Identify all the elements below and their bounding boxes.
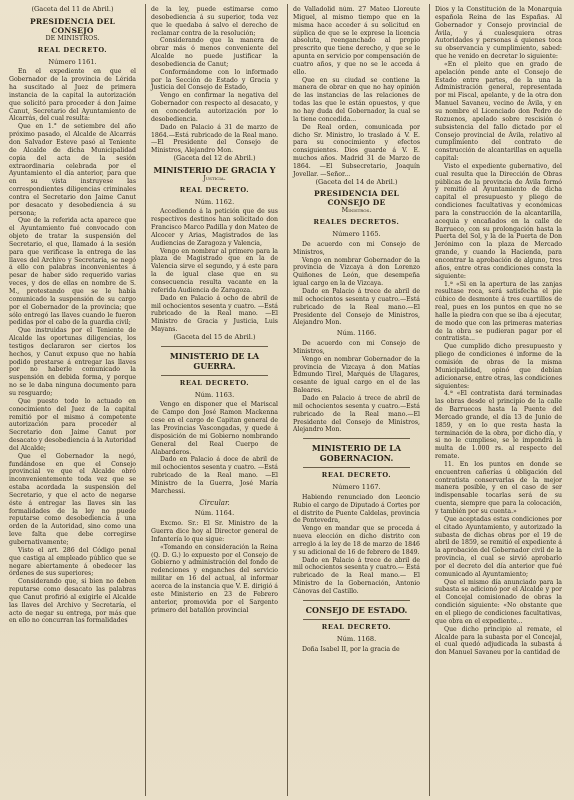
column-4 — [432, 6, 565, 796]
rule-line — [303, 619, 410, 620]
ministry-heading: MINISTERIO DE GRACIA Y — [153, 164, 276, 175]
gazette-date: (Gaceta del 12 de Abril.) — [173, 154, 256, 163]
column-2 — [148, 6, 281, 796]
paragraph: Vengo en nombrar al primero para la plaza de Magistrado que en la de Valencia sirve el segundo, y á este para la de igual clase que en su consecuencia resulta vacante en la referida Audiencia de Zaragoza. — [151, 247, 278, 294]
paragraph: Vengo en nombrar Gobernador de la provincia de Vizcaya á don Lorenzo Quiñones de León, que desempeña igual cargo en la de Vizcaya. — [293, 256, 420, 288]
paragraph: «En el pleito que en grado de apelación pende ante el Consejo de Estado entre partes, de la una la Administración general, representada por mi Fiscal, apelante, y de la otra don Manuel Savaneu, vecino de Ávila, y en su nombre el Licenciado don Pedro de Rozuenos, apelado sobre rescisión ó subsistencia del fallo dictado por el Consejo provincial de Ávila, relativo al cumplimiento del contrato de construcción de alcantarillas en aquella capital: — [435, 60, 562, 163]
paragraph: Vengo en nombrar Gobernador de la provincia de Vizcaya á don Matías Edmundo Tirel, Marqués de Ulagares, cesante de igual cargo en el de las Baleares. — [293, 355, 420, 395]
decree-number: Número 1165. — [332, 230, 381, 239]
paragraph: Vengo en confirmar la negativa del Gobernador con respecto al desacato, y en concederla autorización por lo desobediencia. — [151, 92, 278, 123]
decree-number: Núm. 1166. — [336, 329, 377, 338]
paragraph: Dado en Palacio á trece de abril de mil ochocientos sesenta y cuatro.— Está rubricado de la Real mano.— El Ministro de la Gobernación, Antonio Cánovas del Castillo. — [293, 556, 420, 595]
paragraph: Habiendo renunciado don Leoncio Rubio el cargo de Diputado á Cortes por el distrito de Puente Caldelas, provincia de Pontevedra, — [293, 493, 420, 525]
decree-heading: REAL DECRETO. — [37, 45, 108, 54]
paragraph: Que cumplido dicho presupuesto y pliego de condiciones é informe de la comisión de obras de la misma Municipalidad, opinó que debían adicionarse, entre otras, las condiciones siguientes: — [435, 343, 562, 390]
ministry-heading: MINISTERIO DE LA GOBERNACION. — [311, 443, 402, 464]
paragraph: «Tomando en consideración la Reina (Q. D. G.) lo expuesto por el Consejo de Gobierno y administración del fondo de redenciones y enganches del servicio militar en 16 del actual, al informar acerca de la instancia que V. E. dirigió á este Ministerio en 23 de Febrero anterior, promovida por el Sargento primero del batallón provincial — [151, 543, 278, 614]
rule-line — [303, 467, 410, 468]
column-1 — [6, 6, 139, 796]
paragraph: Excmo. Sr.: El Sr. Ministro de la Guerra dice hoy al Director general de Infantería lo que sigue: — [151, 520, 278, 543]
rule-line — [161, 375, 268, 376]
paragraph: Que aceptadas estas condiciones por el citado Ayuntamiento, y autorizado la subasta de dichas obras por el 19 de abril de 1859, se remitió el expediente á la aprobación del Gobernador civil de la provincia, el cual se sirvió aprobarlo por el decreto del día anterior que fué comunicado al Ayuntamiento; — [435, 515, 563, 578]
paragraph: En el expediente en que el Gobernador de la provincia de Lérida ha suscitado al Juez de primera instancia de la capital la autorización que solicitó para proceder á don Jaime Canut, Secretario del Ayuntamiento de Alcarrás, del cual resulta: — [9, 68, 136, 123]
paragraph: Que de la referida acta aparece que el Ayuntamiento fué convocado con objeto de tratar la suspensión del Secretario, el que, llamado á la sesión para que verificase la entrega de las llaves del Archivo y Secretaría, se negó á ello con palabras inconvenientes á pesar de haber sido requerido varias veces, y dos de ellas en nombre de S. M., protestando que se le había comunicado la suspensión de su cargo por el Gobernador de la provincia; que sólo entregó las llaves cuando le fueron pedidas por el cabo de la guardia civil; — [9, 217, 136, 327]
paragraph: Visto el expediente gubernativo, del cual resulta que la Dirección de Obras públicas de la provincia de Ávila formó y remitió al Ayuntamiento de dicha capital el presupuesto y pliego de condiciones facultativas y económicas para la construcción de la alcantarilla, acequia y encañados en la calle de Barrueco, con su prolongación hasta la Puerta del Sol, y la de la Puerta de Don Jerónimo con la plaza de Mercado grande, y cuando la Hacienda, para encontrar la aprobación de alguno, tres años, entre otras condiciones consta la siguiente: — [435, 162, 562, 280]
paragraph: Doña Isabel II, por la gracia de — [302, 645, 400, 653]
section-subheading: DE MINISTROS. — [45, 33, 100, 42]
decree-heading: REAL DECRETO. — [321, 471, 392, 480]
paragraph: de la ley, puede estimarse como desobediencia á su superior, toda vez que le quedaba á salvo el derecho de reclamar contra de la resolución; — [151, 6, 278, 37]
paragraph: Que en su ciudad se contiene la manera de obrar en que no hay opinión de las instancias de las relaciones de todas las que le están opuestos, y que no hay duda del Gobernador, la cual se la tiene concedida... — [293, 76, 420, 123]
paragraph: Vengo en disponer que el Mariscal de Campo don José Ramon Mackenna cese en el cargo de Capitan general de las Provincias Vascongadas, y quede á disposición de mi Gobierno nombrando General del Real Cuerpo de Alabarderos. — [151, 401, 278, 456]
decree-number: Núm. 1168. — [336, 634, 377, 643]
gazette-date: (Gaceta del 15 de Abril.) — [173, 332, 256, 341]
paragraph: 11. En los puntos en donde se encuentren cañerías ú obligación del contratista conservarlas de la mejor manera posible, y en el caso de ser indispensable tocarlas será de su cuenta, siempre que para la colocación, y también por su cuenta.» — [435, 460, 562, 515]
paragraph: Que en 1.° de setiembre del año próximo pasado, el Alcalde de Alcarrás don Salvador Esteve pasó al Teniente de Alcalde de dicha Municipalidad copia del acta de la sesión extraordinaria celebrada por el Ayuntamiento el día anterior, para que en su vista instruyese las correspondientes diligencias criminales contra el Secretario don Jaime Canut por desacato y desobediencia á su persona; — [9, 123, 136, 217]
paragraph: Dado en Palacio á ocho de abril de mil ochocientos sesenta y cuatro. —Está rubricado de la Real mano. —El Ministro de Gracia y Justicia, Luis Mayans. — [151, 294, 278, 334]
paragraph: Que puesto todo lo actuado en conocimiento del Juez de la capital remitió por el mismo á competente autorización para proceder al Secretario don Jaime Canut por desacato y desobediencia á la Autoridad del Alcalde; — [9, 397, 136, 452]
decree-heading: REAL DECRETO. — [179, 378, 250, 387]
circular-heading: Circular. — [199, 498, 230, 507]
decree-heading: REAL DECRETO. — [179, 185, 250, 194]
column-3 — [290, 6, 423, 796]
paragraph: Conformándome con lo informado por la Sección de Estado y Gracia y Justicia del Consejo de Estado, — [151, 68, 278, 92]
paragraph: De acuerdo con mi Consejo de Ministros, — [293, 340, 420, 355]
decree-number: Número 1167. — [332, 483, 381, 492]
ministry-heading: CONSEJO DE ESTADO. — [305, 604, 408, 615]
paragraph: Dado en Palacio á trece de abril de mil ochocientos sesenta y cuatro.—Está rubricado de la Real mano.—El Presidente del Consejo de Ministros, Alejandro Mon. — [293, 394, 420, 434]
paragraph: Que el Gobernador la negó, fundándose en que el Consejo provincial ve que el Alcalde obró inconvenientemente toda vez que se estaba acordada la suspensión del Secretario, y que el acto de negarse éste á entregar las llaves sin las formalidades de la ley no puede reputarse como desobediencia á una orden de la Autoridad, sino como una leve falta que debe corregirse gubernativamente; — [9, 452, 136, 546]
gazette-date: (Gaceta del 14 de Abril.) — [315, 177, 398, 186]
column-divider — [429, 4, 430, 796]
section-subheading: Ministros. — [341, 206, 372, 215]
paragraph: Que instruidas por el Teniente de Alcalde las oportunas diligencias, los testigos declararon ser ciertos los hechos, y Canut expuso que no había podido prestarse á entregar las llaves por no haberle comunicado la suspensión en debida forma, y porque no se le daba ninguna documento para su resguardo; — [9, 327, 136, 397]
rule-line — [303, 438, 410, 439]
decree-heading: REALES DECRETOS. — [313, 218, 400, 227]
decree-heading: REAL DECRETO. — [321, 622, 392, 631]
decree-number: Núm. 1163. — [194, 390, 235, 399]
paragraph: Dado en Palacio á 31 de marzo de 1864.—Está rubricado de la Real mano.—El Presidente del Consejo de Ministros, Alejandro Mon. — [151, 123, 278, 155]
paragraph: 4.ª «El contratista dará terminadas las obras desde el principio de la calle de Barruecos hasta la Puente del Mercado grande, el día 13 de Junio de 1859, y en lo que resta hasta la terminación de la obra, por dicho día, y si no le cumpliese, se le impondrá la multa de 1.000 rs. al respecto del remate. — [435, 390, 562, 461]
section-heading: PRESIDENCIA DEL CONSEJO DE — [313, 189, 399, 208]
column-divider — [287, 4, 288, 796]
paragraph: Considerando que la manera de obrar más ó menos conveniente del Alcalde no puede justificar la desobediencia de Canut; — [151, 37, 278, 68]
gazette-date: (Gaceta del 11 de Abril.) — [31, 6, 114, 13]
paragraph: Considerando que, si bien no deben reputarse como desacato las palabras que Canut profirió al exigirle el Alcalde las llaves del Archivo y Secretaría, el acto de negar su entrega, por más que en ello no concurran las formalidades — [9, 578, 136, 625]
rule-line — [161, 346, 268, 347]
section-subheading: Justicia. — [203, 173, 226, 182]
decree-number: Núm. 1164. — [194, 509, 235, 518]
paragraph: Dios y la Constitución de la Monarquía española Reina de las Españas. Al Gobernador y Consejo provincial de Ávila, y á cualesquiera otras Autoridades y personas á quienes toca su observancia y cumplimiento, sabed: que he venido en decretar lo siguiente: — [435, 6, 562, 61]
column-divider — [145, 4, 146, 796]
paragraph: De acuerdo con mi Consejo de Ministros, — [293, 240, 420, 256]
section-heading: PRESIDENCIA DEL CONSEJO — [29, 16, 115, 35]
paragraph: Que dicho principio al remate, el Alcalde para la subasta por el Concejal, el cual quedó adjudicada la subasta á don Manuel Savaneu por la cantidad de — [435, 625, 562, 657]
paragraph: de Valladolid núm. 27 Mateo Lloreute Miguel, al mismo tiempo que en la misma hace acceder á su solicitud en súplica de que se le exprese la licencia absoluta, reenganchado al propio prescrito que tiene derecho, y que se le apunta en servicio por compensación de cuatro años, y que no se le acceda á ello. — [293, 6, 420, 76]
ministry-heading: MINISTERIO DE LA GUERRA. — [169, 350, 260, 371]
paragraph: De Real orden, comunicada por dicho Sr. Ministro, lo traslado á V. E. para su conocimiento y efectos consiguientes. Dios guarde á V. E. muchos años. Madrid 31 de Marzo de 1864. —El Subsecretario, Joaquín Jovellar. —Señor... — [293, 123, 420, 178]
paragraph: Accediendo á la petición que de sus respectivos destinos han solicitado don Francisco Marco Padilla y don Mateo de Alcocer y Arias, Magistrados de las Audiencias de Zaragoza y Valencia, — [151, 208, 278, 247]
paragraph: Visto el art. 286 del Código penal que castiga al empleado público que se negare abiertamente á obedecer las órdenes de sus superiores; — [9, 546, 136, 578]
decree-number: Número 1161. — [48, 57, 97, 66]
decree-number: Núm. 1162. — [194, 197, 235, 206]
paragraph: Que el mismo día anunciado para la subasta se adicionó por el Alcalde y por el Concejal comisionado de obras la condición siguiente: «No obstante que en el pliego de condiciones facultativas, que obra en el expediente... — [435, 578, 562, 625]
paragraph: Vengo en mandar que se proceda á nueva elección en dicho distrito con arreglo á la ley de 18 de marzo de 1846 y su adicional de 16 de febrero de 1849. — [293, 525, 420, 556]
paragraph: 1.ª «Si en la apertura de las zanjas resultase roca, será satisfecha el pie cúbico de desmonte á tres cuartillos de real, pues en los puntos en que no se halle la piedra con que se iba á ejecutar, de modo que con las primeras materias de la obra se pudieran pagar por el contratista... — [435, 280, 562, 343]
paragraph: Dado en Palacio á trece de abril de mil ochocientos sesenta y cuatro.—Está rubricado de la Real mano.—El Presidente del Consejo de Ministros, Alejandro Mon. — [293, 288, 420, 327]
paragraph: Dado en Palacio á doce de abril de mil ochocientos sesenta y cuatro. —Está rubricado de la Real mano. —El Ministro de la Guerra, José María Marchessi. — [151, 456, 278, 495]
rule-line — [303, 600, 410, 601]
